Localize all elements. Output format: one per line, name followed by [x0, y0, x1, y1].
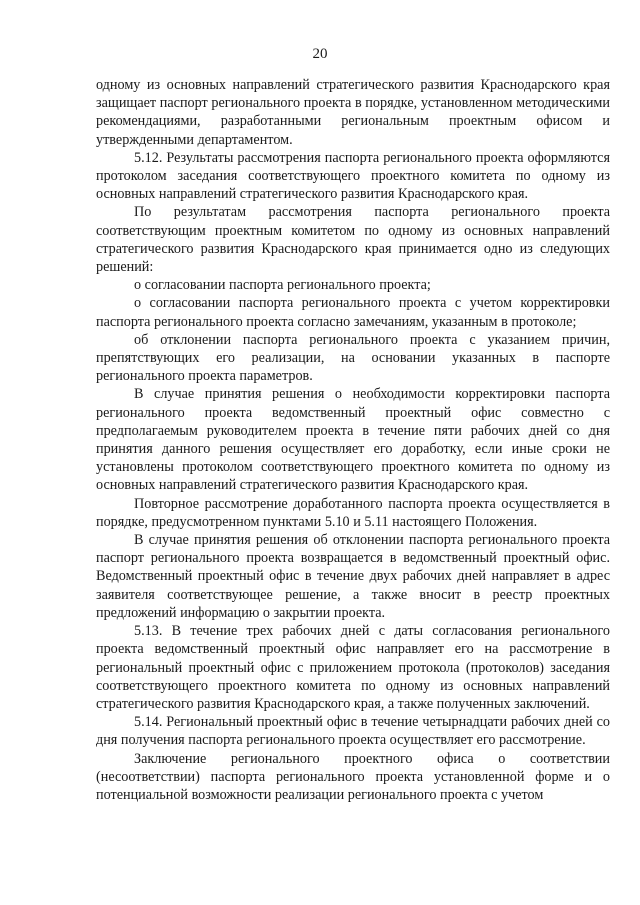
paragraph-repeat-review: Повторное рассмотрение доработанного паспорта проекта осуществляется в порядке, предусмотренном пунктами 5.10 и 5.11 настоящего Положения. [96, 495, 610, 530]
paragraph-decision-reject: об отклонении паспорта регионального проекта с указанием причин, препятствующих его реализации, на основании указанных в паспорте регионального проекта параметров. [96, 331, 610, 385]
paragraph-continuation: одному из основных направлений стратегического развития Краснодарского края защищает паспорт регионального проекта в порядке, установленном методическими рекомендациями, разработанными региональным проектным офисом и утвержденными департаментом. [96, 77, 610, 148]
document-body [96, 76, 610, 804]
paragraph-5-12: 5.12. Результаты рассмотрения паспорта регионального проекта оформляются протоколом заседания соответствующего проектного комитета по одному из основных направлений стратегического развития Краснодарского края. [96, 149, 610, 203]
paragraph-decision-approve: о согласовании паспорта регионального проекта; [134, 277, 431, 294]
paragraph-conclusion: Заключение регионального проектного офиса о соответствии (несоответствии) паспорта регионального проекта установленной форме и о потенциальной возможности реализации регионального проекта с учетом [96, 750, 610, 803]
paragraph-rejection-procedure: В случае принятия решения об отклонении паспорта регионального проекта паспорт регионального проекта возвращается в ведомственный проектный офис. Ведомственный проектный офис в течение двух рабочих дней направляет в адрес заявителя соответствующее решение, а также вносит в реестр проектных предложений информацию о закрытии проекта. [96, 532, 610, 621]
paragraph-decisions-intro: По результатам рассмотрения паспорта регионального проекта соответствующим проектным комитетом по одному из основных направлений стратегического развития Краснодарского края принимается одно из следующих решений: [96, 204, 610, 276]
paragraph-5-13: 5.13. В течение трех рабочих дней с даты согласования регионального проекта ведомственный проектный офис направляет его на рассмотрение в региональный проектный офис с приложением протокола (протоколов) заседания соответствующего проектного комитета по одному из основных направлений стратегического развития Краснодарского края, а также полученных заключений. [96, 623, 610, 712]
paragraph-decision-approve-with-corrections: о согласовании паспорта регионального проекта с учетом корректировки паспорта регионального проекта согласно замечаниям, указанным в протоколе; [96, 295, 610, 330]
paragraph-5-14: 5.14. Региональный проектный офис в течение четырнадцати рабочих дней со дня получения паспорта регионального проекта осуществляет его рассмотрение. [96, 714, 610, 749]
page-number: 20 [312, 46, 328, 62]
paragraph-correction-procedure: В случае принятия решения о необходимости корректировки паспорта регионального проекта ведомственный проектный офис совместно с предполагаемым руководителем проекта в течение пяти рабочих дней со дня принятия данного решения осуществляет его доработку, если иные сроки не установлены протоколом соответствующего проектного комитета по одному из основных направлений стратегического развития Краснодарского края. [96, 386, 610, 494]
